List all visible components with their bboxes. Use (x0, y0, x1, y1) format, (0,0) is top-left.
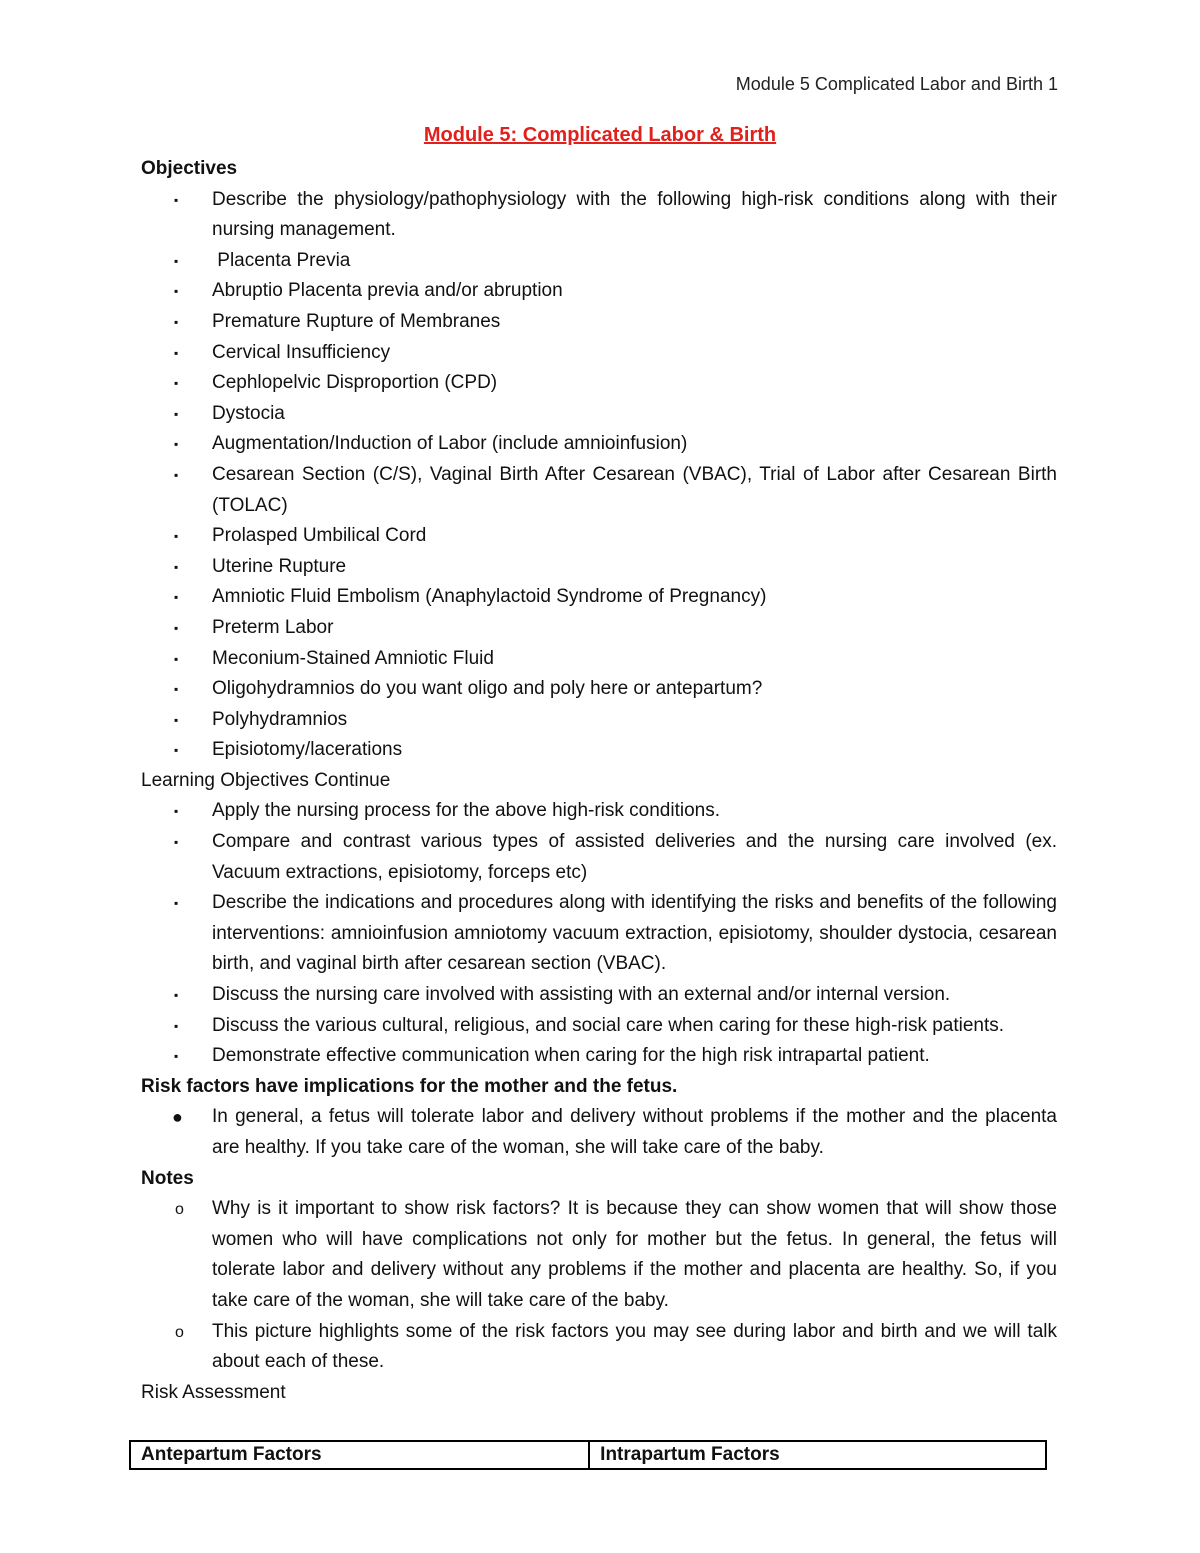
notes-heading: Notes (141, 1167, 194, 1189)
list-item: ▪ Apply the nursing process for the above high-risk conditions. (141, 796, 1057, 827)
list-item: ▪ Placenta Previa (141, 246, 1057, 277)
list-item: o Why is it important to show risk factors? It is because they can show women that will show those women who will have complications not only for mother but the fetus. In general, the fetus will tolerate labor and delivery without any problems if the mother and placenta are healthy. So, if you take care of the woman, she will take care of the baby. (141, 1194, 1057, 1316)
risk-assessment-table (129, 1440, 1047, 1470)
list-item: ▪ Prolasped Umbilical Cord (141, 521, 1057, 552)
list-item: ▪ Cephlopelvic Disproportion (CPD) (141, 368, 1057, 399)
list-item: ▪ Meconium-Stained Amniotic Fluid (141, 644, 1057, 675)
list-item: ▪ Episiotomy/lacerations (141, 735, 1057, 766)
list-item: ▪ Compare and contrast various types of assisted deliveries and the nursing care involved (ex. Vacuum extractions, episiotomy, forceps etc) (141, 827, 1057, 888)
list-item: ▪ Amniotic Fluid Embolism (Anaphylactoid Syndrome of Pregnancy) (141, 582, 1057, 613)
running-header: Module 5 Complicated Labor and Birth 1 (735, 74, 1058, 94)
risk-factors-list (141, 1102, 1057, 1163)
list-item: ▪ Describe the physiology/pathophysiology with the following high-risk conditions along with their nursing management. (141, 185, 1057, 246)
list-item: ▪ Abruptio Placenta previa and/or abruption (141, 276, 1057, 307)
list-item: ▪ Discuss the nursing care involved with assisting with an external and/or internal version. (141, 980, 1057, 1011)
list-item: o This picture highlights some of the risk factors you may see during labor and birth and we will talk about each of these. (141, 1317, 1057, 1378)
list-item: ▪ Premature Rupture of Membranes (141, 307, 1057, 338)
list-item: ▪ Demonstrate effective communication when caring for the high risk intrapartal patient. (141, 1041, 1057, 1072)
list-item: ▪ Oligohydramnios do you want oligo and poly here or antepartum? (141, 674, 1057, 705)
risk-factors-heading: Risk factors have implications for the mother and the fetus. (141, 1075, 678, 1097)
list-item: ▪ Cervical Insufficiency (141, 338, 1057, 369)
list-item: ▪ Cesarean Section (C/S), Vaginal Birth After Cesarean (VBAC), Trial of Labor after Cesarean Birth (TOLAC) (141, 460, 1057, 521)
risk-assessment-heading: Risk Assessment (141, 1381, 286, 1403)
page-title: Module 5: Complicated Labor & Birth (423, 124, 777, 146)
objectives-heading: Objectives (141, 158, 238, 179)
list-item: ● In general, a fetus will tolerate labor and delivery without problems if the mother and the placenta are healthy. If you take care of the woman, she will take care of the baby. (141, 1102, 1057, 1163)
notes-list (141, 1194, 1057, 1378)
list-item: ▪ Augmentation/Induction of Labor (include amnioinfusion) (141, 429, 1057, 460)
objectives-list (141, 185, 1057, 766)
column-header-antepartum: Antepartum Factors (130, 1441, 589, 1469)
list-item: ▪ Dystocia (141, 399, 1057, 430)
table-header-row (130, 1441, 1046, 1469)
list-item: ▪ Polyhydramnios (141, 705, 1057, 736)
learning-objectives-list (141, 796, 1057, 1071)
list-item: ▪ Preterm Labor (141, 613, 1057, 644)
learning-objectives-heading: Learning Objectives Continue (141, 769, 391, 791)
document-body (141, 154, 1057, 1408)
column-header-intrapartum: Intrapartum Factors (589, 1441, 1046, 1469)
list-item: ▪ Uterine Rupture (141, 552, 1057, 583)
list-item: ▪ Discuss the various cultural, religious, and social care when caring for these high-risk patients. (141, 1011, 1057, 1042)
list-item: ▪ Describe the indications and procedures along with identifying the risks and benefits of the following interventions: amnioinfusion amniotomy vacuum extraction, episiotomy, shoulder dystocia, cesarean birth, and vaginal birth after cesarean section (VBAC). (141, 888, 1057, 980)
